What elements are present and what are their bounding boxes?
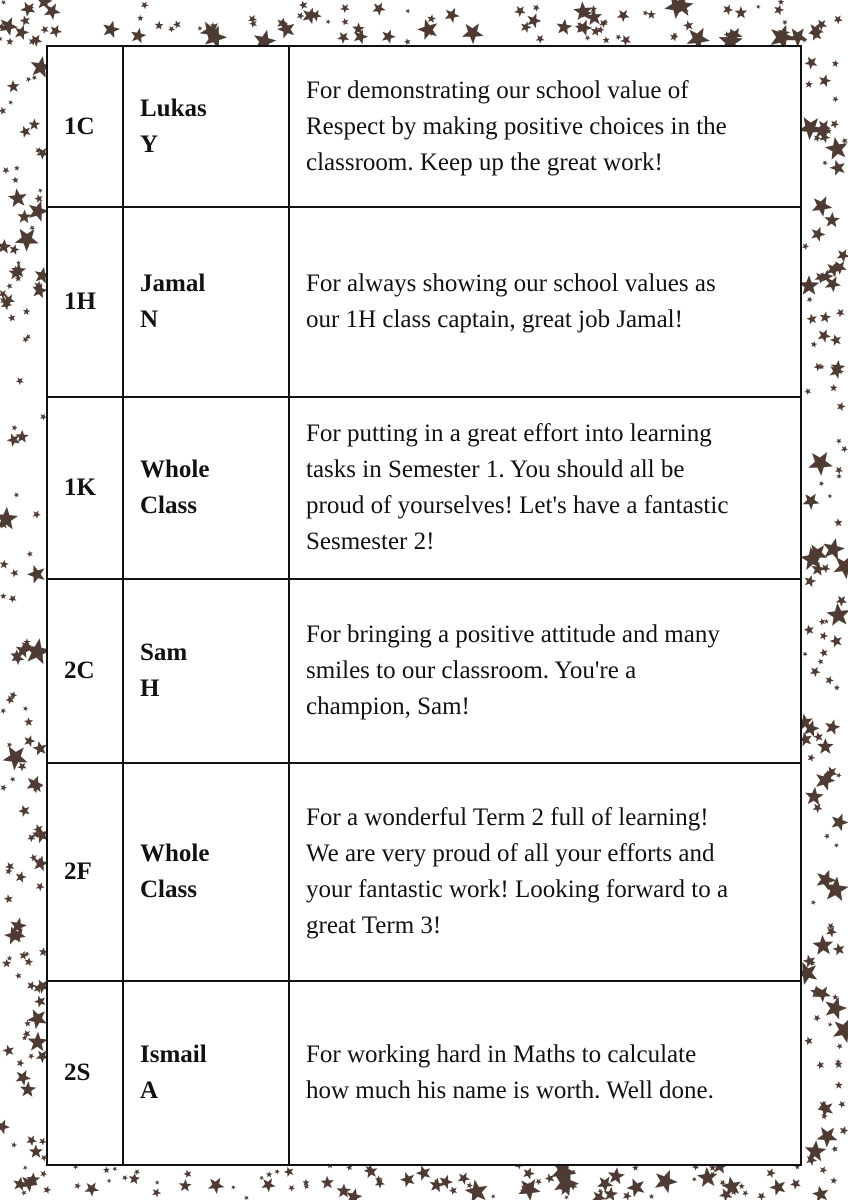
star-icon [723, 4, 733, 15]
star-icon [834, 518, 843, 527]
star-icon [17, 762, 26, 771]
star-icon [816, 1127, 837, 1148]
star-icon [0, 107, 6, 115]
star-icon [12, 425, 18, 431]
star-icon [341, 18, 348, 25]
star-icon [804, 625, 814, 635]
star-icon [811, 227, 825, 242]
award-message [289, 46, 801, 207]
star-icon [805, 57, 818, 70]
star-icon [28, 1032, 48, 1052]
star-icon [626, 1178, 644, 1197]
star-icon [24, 735, 35, 747]
star-icon [514, 6, 525, 17]
star-icon [832, 96, 838, 102]
star-icon [805, 787, 824, 805]
name-line: Whole [140, 456, 210, 483]
star-icon [458, 1172, 471, 1185]
star-icon [0, 239, 11, 254]
star-icon [824, 212, 840, 227]
award-row [47, 763, 801, 981]
star-icon [0, 1120, 10, 1135]
star-icon [173, 20, 181, 28]
star-icon [15, 229, 39, 252]
star-icon [16, 871, 27, 883]
award-message [289, 397, 801, 579]
class-code: 2S [47, 981, 123, 1165]
star-icon [836, 309, 845, 318]
star-icon [155, 21, 164, 30]
message-line: For putting in a great effort into learning [306, 420, 712, 447]
star-icon [23, 1166, 28, 1171]
star-icon [803, 494, 820, 510]
star-icon [326, 19, 331, 24]
message-line: proud of yourselves! Let's have a fantastic [306, 492, 729, 519]
award-row [47, 579, 801, 763]
star-icon [24, 717, 33, 726]
star-icon [337, 32, 349, 44]
star-icon [449, 1186, 457, 1195]
star-icon [321, 1176, 334, 1189]
star-icon [617, 10, 630, 22]
star-icon [830, 120, 839, 129]
class-code: 1K [47, 397, 123, 579]
star-icon [808, 452, 833, 476]
star-icon [623, 1191, 632, 1200]
name-line: Ismail [140, 1041, 207, 1068]
star-icon [17, 209, 31, 223]
awards-table [46, 45, 802, 1166]
star-icon [297, 12, 305, 20]
star-icon [275, 1169, 280, 1175]
star-icon [445, 8, 460, 23]
star-icon [778, 0, 785, 5]
star-icon [208, 1178, 225, 1194]
star-icon [774, 5, 784, 16]
star-icon [790, 1179, 801, 1190]
star-icon [152, 1188, 161, 1198]
star-icon [805, 1140, 827, 1161]
message-line: Respect by making positive choices in the [306, 112, 727, 140]
star-icon [491, 1194, 496, 1199]
message-line: great Term 3! [306, 912, 442, 939]
star-icon [0, 560, 9, 569]
award-row [47, 981, 801, 1165]
star-icon [10, 569, 18, 578]
star-icon [812, 196, 833, 217]
star-icon [14, 165, 20, 171]
star-icon [465, 1180, 488, 1200]
star-icon [303, 8, 319, 25]
star-icon [832, 943, 844, 955]
star-icon [838, 1101, 846, 1109]
star-icon [818, 329, 831, 342]
award-row [47, 397, 801, 579]
star-icon [2, 959, 11, 968]
star-icon [6, 38, 14, 46]
award-message [289, 763, 801, 981]
star-icon [808, 754, 816, 762]
message-line: tasks in Semester 1. You should all be [306, 456, 685, 483]
star-icon [824, 833, 830, 839]
star-icon [825, 997, 847, 1020]
star-icon [467, 1182, 473, 1189]
star-icon [813, 803, 823, 813]
star-icon [822, 160, 828, 165]
star-icon [811, 341, 818, 348]
star-icon [830, 384, 838, 392]
star-icon [804, 388, 811, 395]
star-icon [739, 1183, 745, 1189]
star-icon [9, 100, 14, 105]
class-code: 1C [47, 46, 123, 207]
star-icon [692, 1177, 697, 1182]
star-icon [40, 1170, 47, 1177]
star-icon [25, 957, 34, 966]
star-icon [643, 10, 649, 16]
star-icon [592, 1191, 607, 1200]
star-icon [8, 188, 27, 207]
name-line: Whole [140, 840, 210, 867]
star-icon [29, 1144, 43, 1157]
star-icon [416, 1165, 431, 1180]
star-icon [647, 10, 656, 19]
student-name [123, 763, 289, 981]
star-icon [807, 297, 813, 303]
star-icon [756, 4, 761, 9]
star-icon [819, 481, 824, 487]
star-icon [14, 492, 20, 498]
star-icon [23, 706, 28, 711]
message-line: champion, Sam! [306, 693, 470, 720]
student-name [123, 207, 289, 397]
star-icon [340, 4, 350, 13]
star-icon [802, 243, 809, 250]
star-icon [8, 314, 16, 322]
star-icon [817, 659, 823, 665]
star-icon [824, 619, 829, 624]
star-icon [231, 1185, 236, 1190]
star-icon [266, 1171, 273, 1177]
star-icon [75, 1183, 82, 1190]
star-icon [742, 1190, 749, 1196]
star-icon [4, 894, 13, 903]
star-icon [36, 882, 45, 891]
star-icon [107, 1179, 112, 1184]
star-icon [34, 996, 46, 1008]
star-icon [616, 34, 622, 40]
star-icon [33, 741, 47, 756]
star-icon [527, 13, 542, 28]
star-icon [1, 708, 7, 714]
star-icon [836, 1043, 842, 1049]
star-icon [103, 21, 120, 38]
star-icon [831, 1145, 838, 1152]
message-line: For a wonderful Term 2 full of learning! [306, 804, 709, 831]
star-icon [608, 1167, 625, 1184]
name-line: Lukas [140, 94, 207, 122]
star-icon [288, 1185, 295, 1192]
star-icon [0, 36, 3, 42]
star-icon [806, 314, 816, 325]
star-icon [19, 126, 31, 138]
message-line: how much his name is worth. Well done. [306, 1077, 714, 1104]
name-line: Jamal [140, 270, 206, 297]
message-line: For working hard in Maths to calculate [306, 1041, 697, 1068]
star-icon [15, 972, 21, 979]
star-icon [825, 277, 841, 293]
star-icon [29, 225, 35, 231]
star-icon [284, 1167, 294, 1177]
class-code: 2F [47, 763, 123, 981]
star-icon [7, 742, 12, 748]
star-icon [782, 20, 788, 26]
star-icon [27, 551, 33, 557]
star-icon [197, 26, 202, 31]
star-icon [26, 1135, 37, 1146]
star-icon [168, 26, 175, 33]
star-icon [813, 732, 823, 742]
star-icon [805, 80, 813, 88]
message-line: We are very proud of all your efforts and [306, 840, 715, 867]
star-icon [836, 473, 842, 479]
star-icon [820, 632, 828, 641]
name-line: Class [140, 492, 197, 519]
star-icon [816, 1061, 824, 1069]
star-icon [830, 334, 841, 346]
star-icon [830, 1177, 837, 1184]
class-code: 1H [47, 207, 123, 397]
award-message [289, 579, 801, 763]
star-icon [812, 935, 833, 955]
star-icon [523, 1167, 535, 1179]
star-icon [833, 1018, 848, 1043]
star-icon [261, 1178, 275, 1192]
message-line: classroom. Keep up the great work! [306, 148, 663, 176]
star-icon [834, 684, 840, 690]
star-icon [50, 25, 63, 38]
star-icon [17, 1059, 25, 1067]
star-icon [183, 1170, 191, 1178]
star-icon [835, 467, 843, 475]
star-icon [835, 1081, 843, 1089]
star-icon [38, 189, 43, 194]
star-icon [10, 244, 20, 255]
star-icon [769, 1179, 785, 1196]
name-line: Class [140, 876, 197, 903]
message-line: For demonstrating our school value of [306, 76, 689, 104]
star-icon [7, 80, 20, 92]
star-icon [29, 119, 41, 130]
star-icon [805, 575, 817, 587]
star-icon [179, 1179, 192, 1191]
award-row [47, 46, 801, 207]
star-icon [536, 35, 545, 44]
star-icon [837, 249, 848, 262]
star-icon [823, 538, 845, 560]
star-icon [27, 565, 45, 584]
star-icon [0, 593, 7, 599]
star-icon [767, 1168, 776, 1178]
star-icon [819, 648, 827, 657]
name-line: A [140, 1077, 159, 1104]
star-icon [820, 1166, 828, 1174]
star-icon [597, 26, 605, 34]
award-row [47, 207, 801, 397]
star-icon [1, 784, 8, 791]
star-icon [259, 1176, 264, 1181]
star-icon [535, 1179, 542, 1186]
star-icon [837, 402, 846, 411]
star-icon [84, 1182, 99, 1196]
star-icon [836, 438, 842, 444]
star-icon [585, 35, 591, 41]
star-icon [811, 900, 816, 905]
star-icon [812, 1186, 828, 1200]
star-icon [804, 1036, 813, 1045]
star-icon [830, 160, 845, 176]
star-icon [439, 1175, 453, 1189]
star-icon [545, 1174, 555, 1184]
star-icon [31, 75, 37, 81]
star-icon [832, 60, 840, 67]
star-icon [16, 377, 24, 385]
star-icon [564, 1195, 569, 1200]
star-icon [18, 805, 30, 817]
award-message [289, 207, 801, 397]
star-icon [826, 603, 848, 626]
star-icon [103, 1166, 110, 1173]
star-icon [129, 1173, 141, 1184]
star-icon [828, 494, 833, 499]
star-icon [830, 635, 842, 648]
star-icon [27, 981, 37, 991]
star-icon [417, 19, 437, 40]
star-icon [21, 1190, 27, 1196]
star-icon [20, 15, 30, 26]
star-icon [33, 510, 41, 518]
star-icon [735, 6, 748, 18]
star-icon [44, 1186, 52, 1194]
class-code: 2C [47, 579, 123, 763]
student-name [123, 46, 289, 207]
star-icon [462, 23, 484, 44]
message-line: smiles to our classroom. You're a [306, 657, 637, 684]
star-icon [819, 74, 831, 87]
star-icon [23, 308, 31, 316]
star-icon [833, 555, 848, 579]
star-icon [836, 773, 841, 779]
message-line: For always showing our school values as [306, 270, 716, 297]
star-icon [817, 738, 834, 754]
star-icon [556, 19, 572, 35]
star-icon [11, 1142, 17, 1148]
message-line: For bringing a positive attitude and many [306, 621, 720, 648]
star-icon [834, 843, 839, 848]
star-icon [840, 1126, 848, 1135]
name-line: H [140, 675, 160, 702]
name-line: N [140, 306, 159, 333]
star-icon [137, 15, 144, 21]
star-icon [28, 1053, 34, 1059]
star-icon [683, 20, 693, 30]
star-icon [1, 0, 6, 5]
star-icon [803, 652, 808, 657]
award-message [289, 981, 801, 1165]
star-icon [810, 667, 821, 678]
student-name [123, 397, 289, 579]
star-icon [131, 28, 146, 44]
star-icon [828, 1022, 833, 1027]
star-icon [2, 167, 10, 174]
message-line: Sesmester 2! [306, 528, 435, 555]
star-icon [22, 1030, 30, 1038]
star-icon [12, 176, 19, 183]
star-icon [832, 814, 848, 832]
star-icon [820, 311, 832, 322]
star-icon [244, 1195, 249, 1200]
star-icon [819, 618, 826, 625]
star-icon [602, 36, 610, 43]
star-icon [427, 14, 436, 23]
star-icon [122, 1175, 128, 1181]
star-icon [406, 9, 411, 14]
student-name [123, 579, 289, 763]
star-icon [757, 1192, 766, 1200]
name-line: Y [140, 130, 159, 158]
star-icon [34, 194, 42, 203]
star-icon [8, 595, 16, 603]
star-icon [299, 1, 308, 10]
star-icon [533, 4, 540, 12]
star-icon [141, 2, 149, 10]
star-icon [112, 1166, 117, 1171]
star-icon [155, 1180, 160, 1185]
star-icon [7, 955, 12, 960]
star-icon [27, 1009, 47, 1029]
message-line: your fantastic work! Looking forward to a [306, 876, 729, 903]
star-icon [825, 719, 840, 735]
star-icon [841, 446, 848, 453]
star-icon [10, 776, 16, 782]
star-icon [40, 26, 48, 34]
star-icon [400, 1172, 415, 1187]
star-icon [655, 1170, 678, 1194]
star-icon [649, 1194, 655, 1200]
star-icon [20, 2, 35, 17]
student-name [123, 981, 289, 1165]
star-icon [382, 30, 396, 44]
star-icon [599, 19, 608, 28]
star-icon [20, 1081, 36, 1097]
star-icon [26, 77, 32, 83]
star-icon [813, 1015, 821, 1022]
name-line: Sam [140, 639, 188, 666]
star-icon [3, 1045, 14, 1057]
star-icon [591, 26, 601, 36]
star-icon [826, 676, 835, 685]
star-icon [6, 283, 12, 289]
star-icon [372, 3, 385, 16]
star-icon [834, 15, 843, 24]
message-line: our 1H class captain, great job Jamal! [306, 306, 683, 333]
